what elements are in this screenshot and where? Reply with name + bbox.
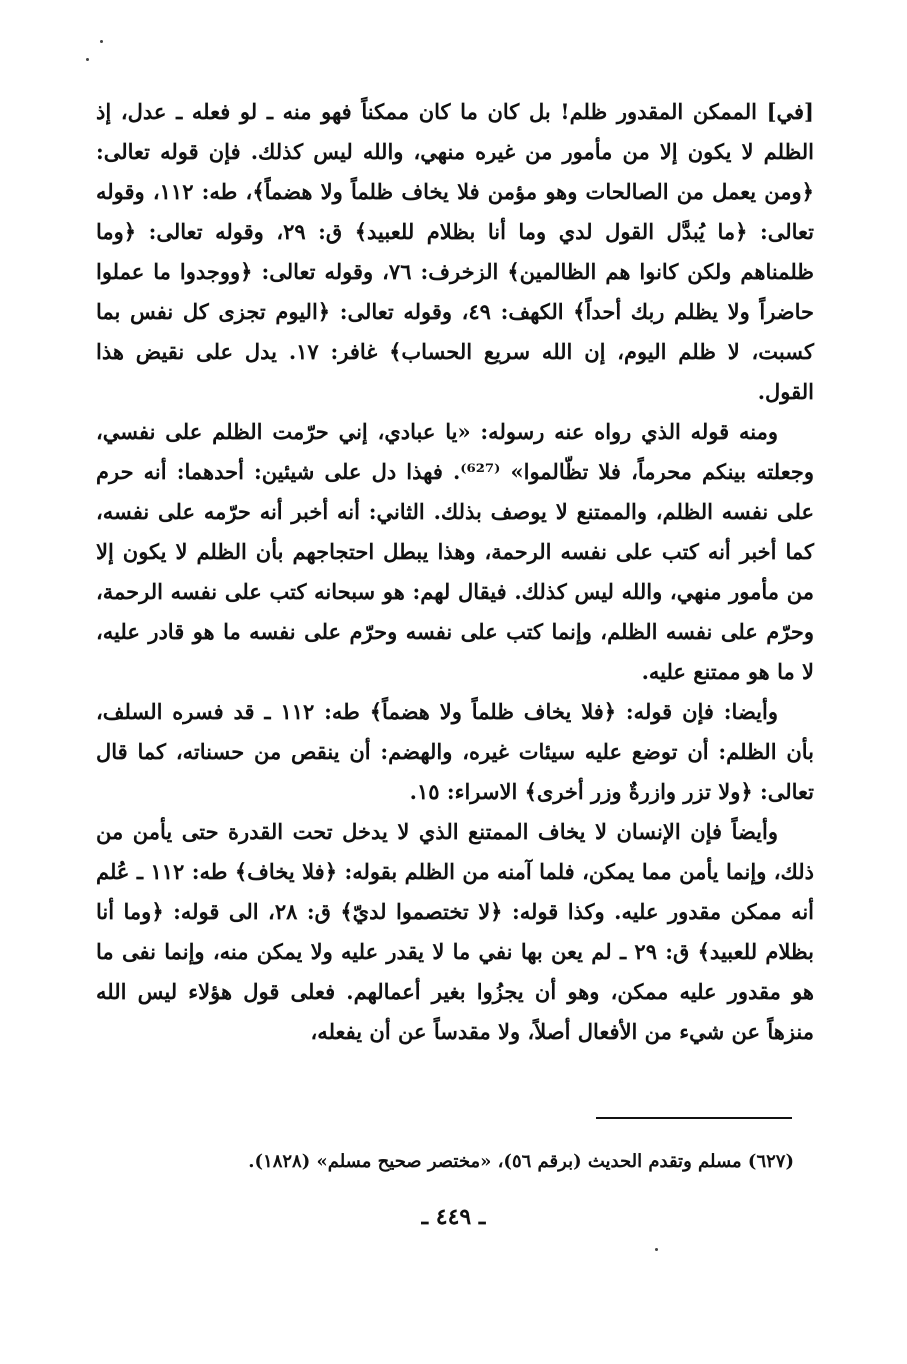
- footnote-divider: [596, 1117, 792, 1119]
- paragraph-1: [في] الممكن المقدور ظلم! بل كان ما كان ممكناً فهو منه ـ لو فعله ـ عدل، إذ الظلم لا يكون إلا من مأمور من غيره منهي، والله ليس كذلك. فإن قوله تعالى: ﴿ومن يعمل من الصالحات وهو مؤمن فلا يخاف ظلماً ولا هضماً﴾، طه: ١١٢، وقوله تعالى: ﴿ما يُبدَّل القول لدي وما أنا بظلام للعبيد﴾ ق: ٢٩، وقوله تعالى: ﴿وما ظلمناهم ولكن كانوا هم الظالمين﴾ الزخرف: ٧٦، وقوله تعالى: ﴿ووجدوا ما عملوا حاضراً ولا يظلم ربك أحداً﴾ الكهف: ٤٩، وقوله تعالى: ﴿اليوم تجزى كل نفس بما كسبت، لا ظلم اليوم، إن الله سريع الحساب﴾ غافر: ١٧. يدل على نقيض هذا القول.: [96, 99, 815, 404]
- scan-speck: [86, 58, 89, 61]
- paragraph-2: ومنه قوله الذي رواه عنه رسوله: «يا عبادي، إني حرّمت الظلم على نفسي، وجعلته بينكم محرماً، فلا تظّالموا» ⁽⁶²⁷⁾. فهذا دل على شيئين: أحدهما: أنه حرم على نفسه الظلم، والممتنع لا يوصف بذلك. الثاني: أنه أخبر أنه حرّمه على نفسه، كما أخبر أنه كتب على نفسه الرحمة، وهذا يبطل احتجاجهم بأن الظلم لا يكون إلا من مأمور منهي، والله ليس كذلك. فيقال لهم: هو سبحانه كتب على نفسه الرحمة، وحرّم على نفسه الظلم، وإنما كتب على نفسه وحرّم على نفسه ما هو قادر عليه، لا ما هو ممتنع عليه.: [96, 419, 814, 684]
- footnote: (٦٢٧) مسلم وتقدم الحديث (برقم ٥٦)، «مختصر صحيح مسلم» (١٨٢٨).: [248, 1151, 794, 1172]
- scan-speck: [100, 40, 103, 43]
- paragraph-4: وأيضاً فإن الإنسان لا يخاف الممتنع الذي لا يدخل تحت القدرة حتى يأمن من ذلك، وإنما يأمن مما يمكن، فلما آمنه من الظلم بقوله: ﴿فلا يخاف﴾ طه: ١١٢ ـ عُلم أنه ممكن مقدور عليه. وكذا قوله: ﴿لا تختصموا لديّ﴾ ق: ٢٨، الى قوله: ﴿وما أنا بظلام للعبيد﴾ ق: ٢٩ ـ لم يعن بها نفي ما لا يقدر عليه ولا يمكن منه، وإنما نفى ما هو مقدور عليه ممكن، وهو أن يجزُوا بغير أعمالهم. فعلى قول هؤلاء ليس الله منزهاً عن شيء من الأفعال أصلاً، ولا مقدساً عن أن يفعله،: [96, 819, 815, 1044]
- main-text-block: [96, 92, 814, 1052]
- scan-speck: [655, 1248, 658, 1251]
- paragraph-3: وأيضا: فإن قوله: ﴿فلا يخاف ظلماً ولا هضماً﴾ طه: ١١٢ ـ قد فسره السلف، بأن الظلم: أن توضع عليه سيئات غيره، والهضم: أن ينقص من حسناته، كما قال تعالى: ﴿ولا تزر وازرةٌ وزر أخرى﴾ الاسراء: ١٥.: [96, 699, 814, 804]
- page-number: ـ ٤٤٩ ـ: [421, 1204, 486, 1230]
